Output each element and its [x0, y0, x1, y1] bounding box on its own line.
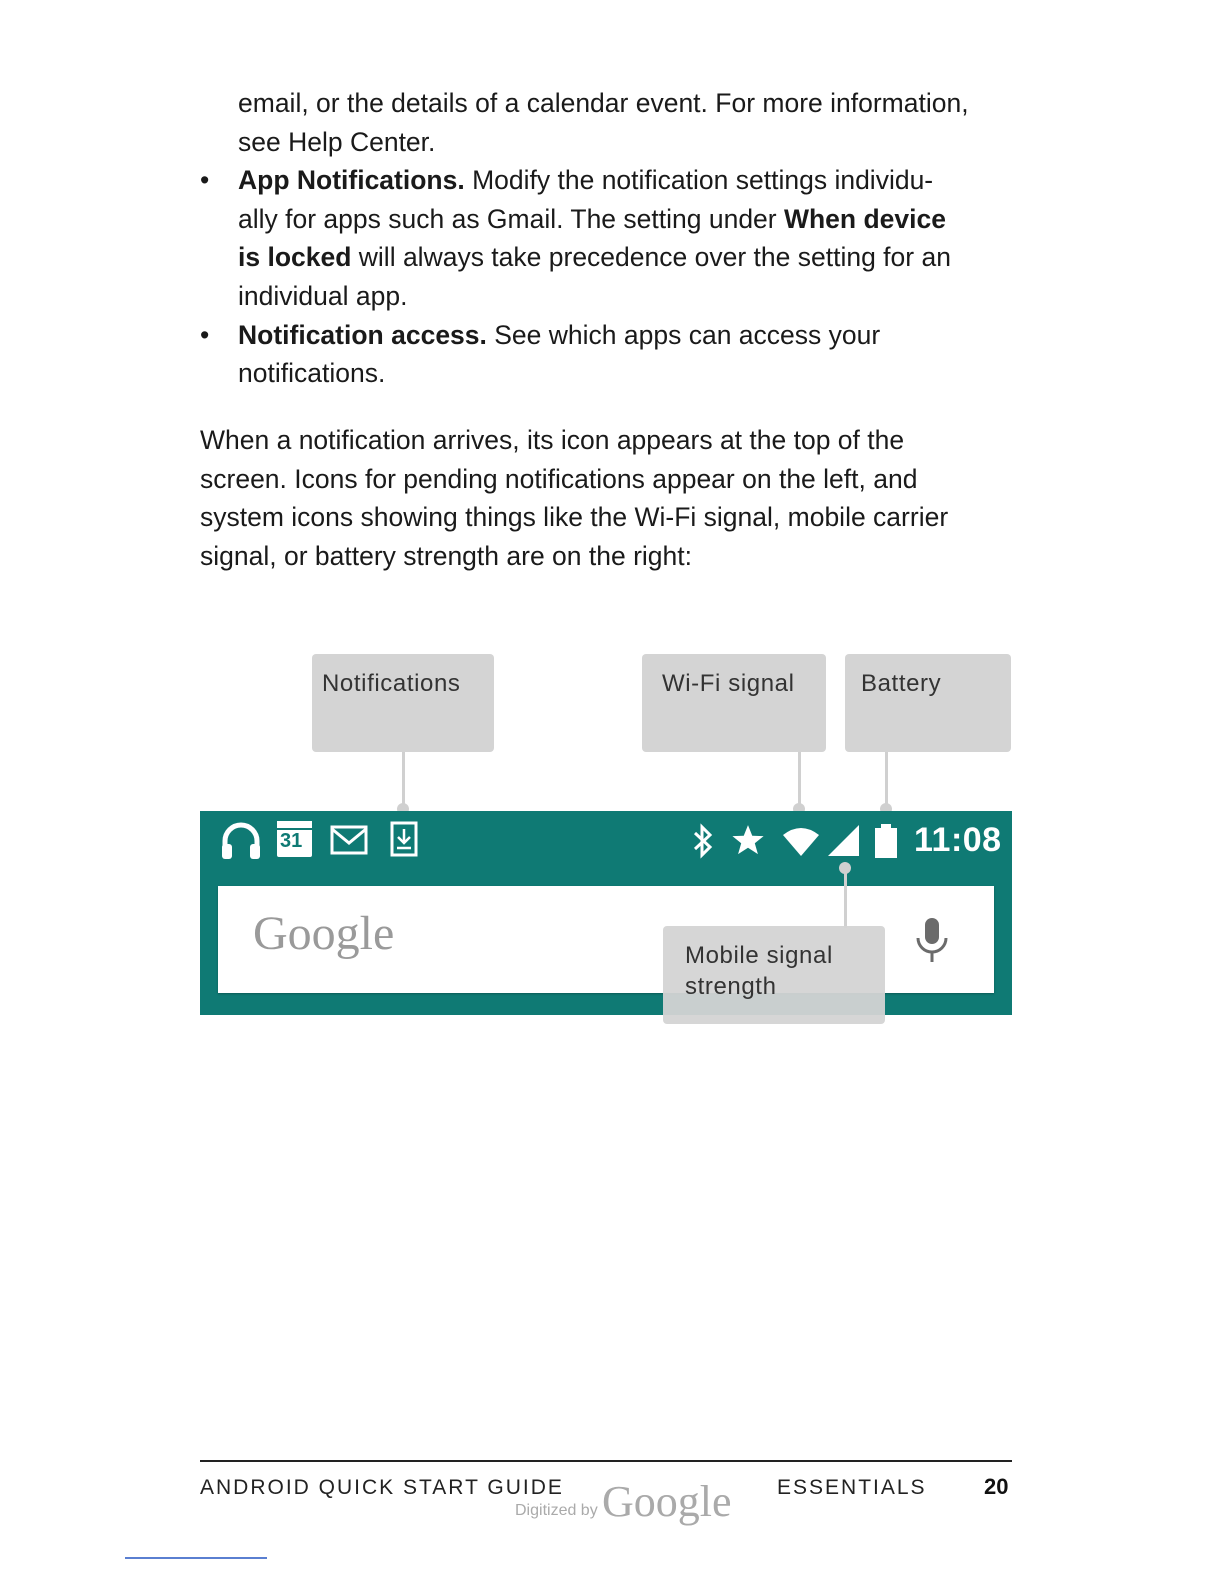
calendar-icon	[277, 821, 312, 857]
leader-line-mobile	[844, 870, 847, 928]
leader-line-battery	[885, 752, 888, 808]
status-bar-figure	[200, 652, 1012, 1032]
bullet-marker: •	[200, 319, 210, 350]
text: See which apps can access your	[486, 319, 881, 350]
footer-book-title: ANDROID QUICK START GUIDE	[200, 1476, 564, 1499]
calendar-day: 31	[280, 830, 303, 852]
callout-mobile-line-1: Mobile signal	[685, 942, 833, 969]
paragraph-line: system icons showing things like the Wi-Fi signal, mobile carrier	[200, 502, 949, 533]
headphones-icon	[220, 821, 262, 861]
page-number: 20	[984, 1474, 1009, 1499]
text: Modify the notification settings individu-	[464, 165, 934, 196]
callout-mobile-line-2: strength	[685, 973, 777, 1000]
line	[238, 200, 1030, 239]
term-notification-access: Notification access.	[238, 319, 487, 350]
cell-signal-icon	[826, 823, 860, 857]
callout-mobile-signal	[663, 926, 885, 1024]
line	[238, 238, 1030, 277]
watermark-digitized-by: Digitized by	[515, 1502, 598, 1519]
watermark-google-logo: Google	[602, 1477, 732, 1526]
bullet-marker: •	[200, 165, 210, 196]
continuation-text	[200, 84, 1030, 161]
callout-battery: Battery	[845, 654, 1011, 752]
text: will always take precedence over the setting for an	[351, 242, 951, 273]
wifi-icon	[782, 825, 820, 857]
line	[238, 161, 1030, 200]
term-is-locked: is locked	[238, 242, 352, 273]
help-center-link[interactable]: Help Center.	[288, 126, 436, 157]
line	[238, 316, 1030, 355]
leader-dot-mobile	[839, 862, 851, 874]
leader-line-wifi	[798, 752, 801, 808]
line: individual app.	[238, 280, 408, 311]
leader-line-notifications	[402, 752, 405, 808]
battery-icon	[874, 823, 898, 859]
text: ally for apps such as Gmail. The setting under	[238, 203, 784, 234]
paragraph-line: When a notification arrives, its icon appears at the top of the	[200, 425, 905, 455]
footer-section-title: ESSENTIALS	[777, 1476, 927, 1499]
gmail-icon	[330, 825, 368, 855]
google-logo: Google	[253, 907, 395, 960]
star-icon	[730, 823, 766, 857]
continuation-line-2	[238, 123, 1030, 162]
bottom-accent-line	[125, 1557, 267, 1559]
line: notifications.	[238, 358, 386, 389]
term-when-device: When device	[783, 203, 946, 234]
footer-rule	[200, 1460, 1012, 1462]
callout-notifications: Notifications	[312, 654, 494, 752]
bullet-list	[200, 84, 1030, 393]
bluetooth-icon	[690, 823, 716, 859]
text-see: see	[238, 126, 289, 157]
term-app-notifications: App Notifications.	[238, 165, 465, 196]
download-icon	[390, 821, 418, 857]
paragraph-line: signal, or battery strength are on the right:	[200, 540, 692, 571]
bullet-notification-access	[200, 316, 1030, 393]
microphone-icon[interactable]	[914, 916, 950, 964]
body-paragraph	[200, 421, 1020, 575]
bullet-app-notifications	[200, 161, 1030, 315]
continuation-line-1: email, or the details of a calendar event. For more information,	[238, 88, 969, 118]
clock: 11:08	[914, 821, 1002, 859]
paragraph-line: screen. Icons for pending notifications appear on the left, and	[200, 463, 918, 494]
callout-wifi: Wi-Fi signal	[642, 654, 826, 752]
status-bar	[200, 811, 1012, 1015]
